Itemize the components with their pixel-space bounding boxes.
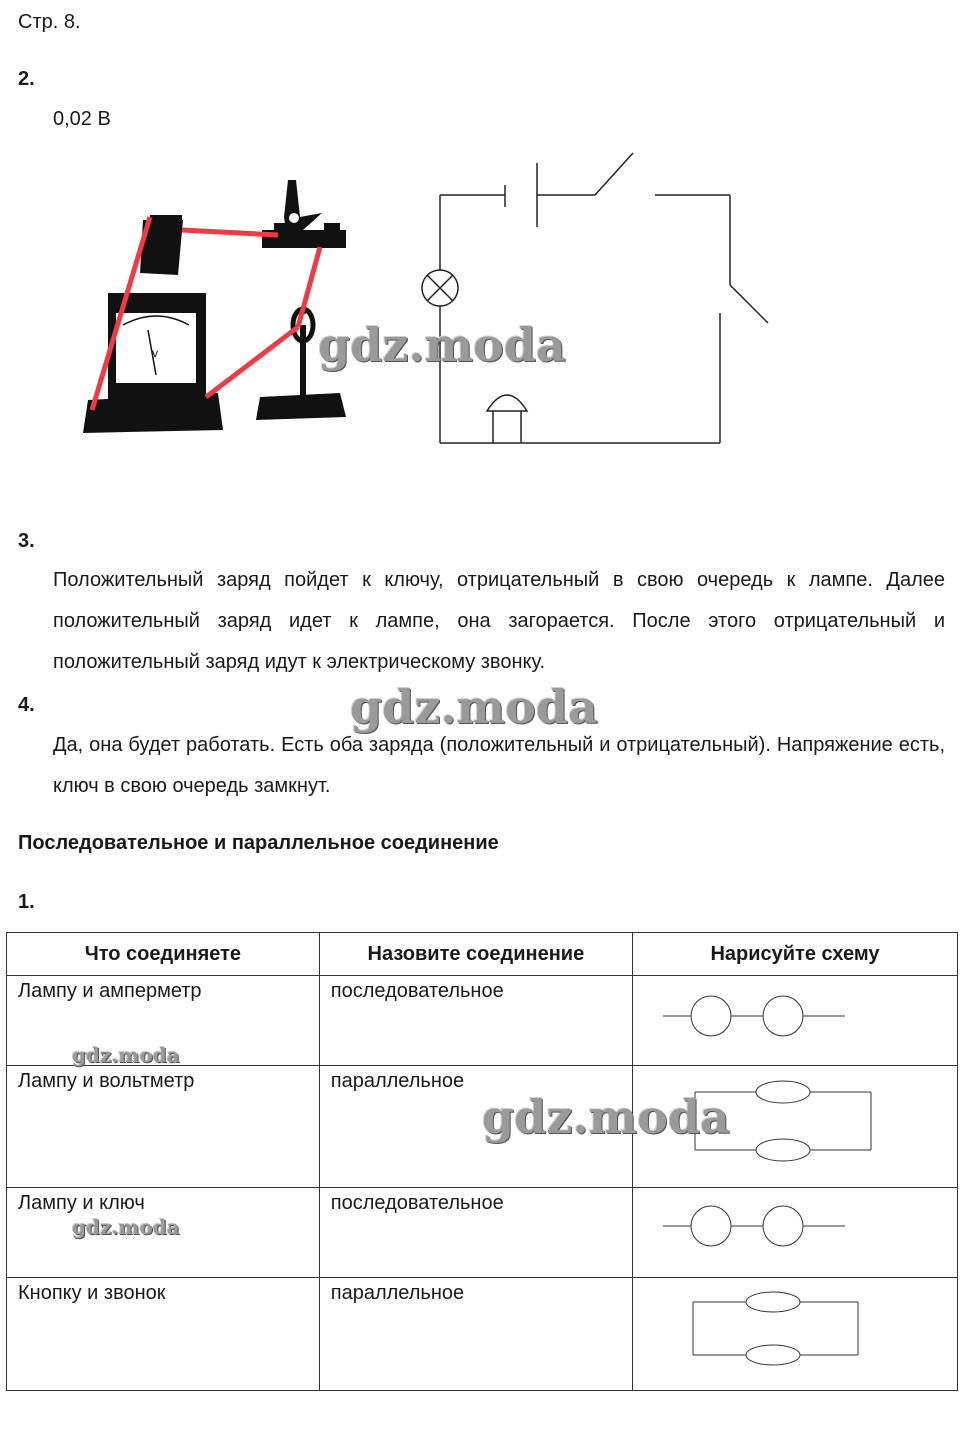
- task-4-number: 4.: [18, 694, 35, 716]
- watermark: gdz.moda: [350, 680, 598, 734]
- task-3-text: Положительный заряд пойдет к ключу, отрицательный в свою очередь к лампе. Далее положительный заряд идет к лампе, она загорается. После этого отрицательный и положительный заряд идут к электрическому звонку.: [53, 569, 945, 673]
- svg-text:V: V: [152, 350, 159, 360]
- row-connection: параллельное: [330, 1282, 465, 1304]
- row-what: Лампу и ключ: [18, 1192, 145, 1214]
- task-4-text: Да, она будет работать. Есть оба заряда (положительный и отрицательный). Напряжение есть, ключ в свою очередь замкнут.: [53, 734, 945, 797]
- apparatus-illustration: [78, 175, 378, 445]
- row-what: Лампу и вольтметр: [18, 1070, 195, 1092]
- watermark: gdz.moda: [482, 1090, 730, 1144]
- table-header-row: [7, 933, 958, 976]
- table-header: Нарисуйте схему: [632, 933, 957, 976]
- row-connection: последовательное: [330, 1192, 504, 1214]
- task-3-number: 3.: [18, 530, 35, 552]
- watermark: gdz.moda: [72, 1215, 180, 1239]
- row-what: Лампу и амперметр: [18, 980, 202, 1002]
- circuit-diagram: [405, 145, 785, 455]
- task-2-answer: 0,02 В: [53, 108, 111, 130]
- series-scheme: [633, 1188, 957, 1276]
- page-header: Стр. 8.: [18, 11, 81, 33]
- parallel-scheme: [633, 1278, 957, 1388]
- row-connection: параллельное: [330, 1070, 465, 1092]
- table-header: Назовите соединение: [319, 933, 632, 976]
- row-what: Кнопку и звонок: [18, 1282, 166, 1304]
- section-title: Последовательное и параллельное соединение: [18, 832, 499, 854]
- table-row: [7, 1278, 958, 1391]
- watermark: gdz.moda: [72, 1043, 180, 1067]
- table-header: Что соединяете: [7, 933, 320, 976]
- row-connection: последовательное: [330, 980, 504, 1002]
- task-1-number: 1.: [18, 891, 35, 913]
- series-scheme: [633, 976, 957, 1064]
- task-2-number: 2.: [18, 68, 35, 90]
- connections-table: [6, 932, 958, 1391]
- watermark: gdz.moda: [318, 318, 566, 372]
